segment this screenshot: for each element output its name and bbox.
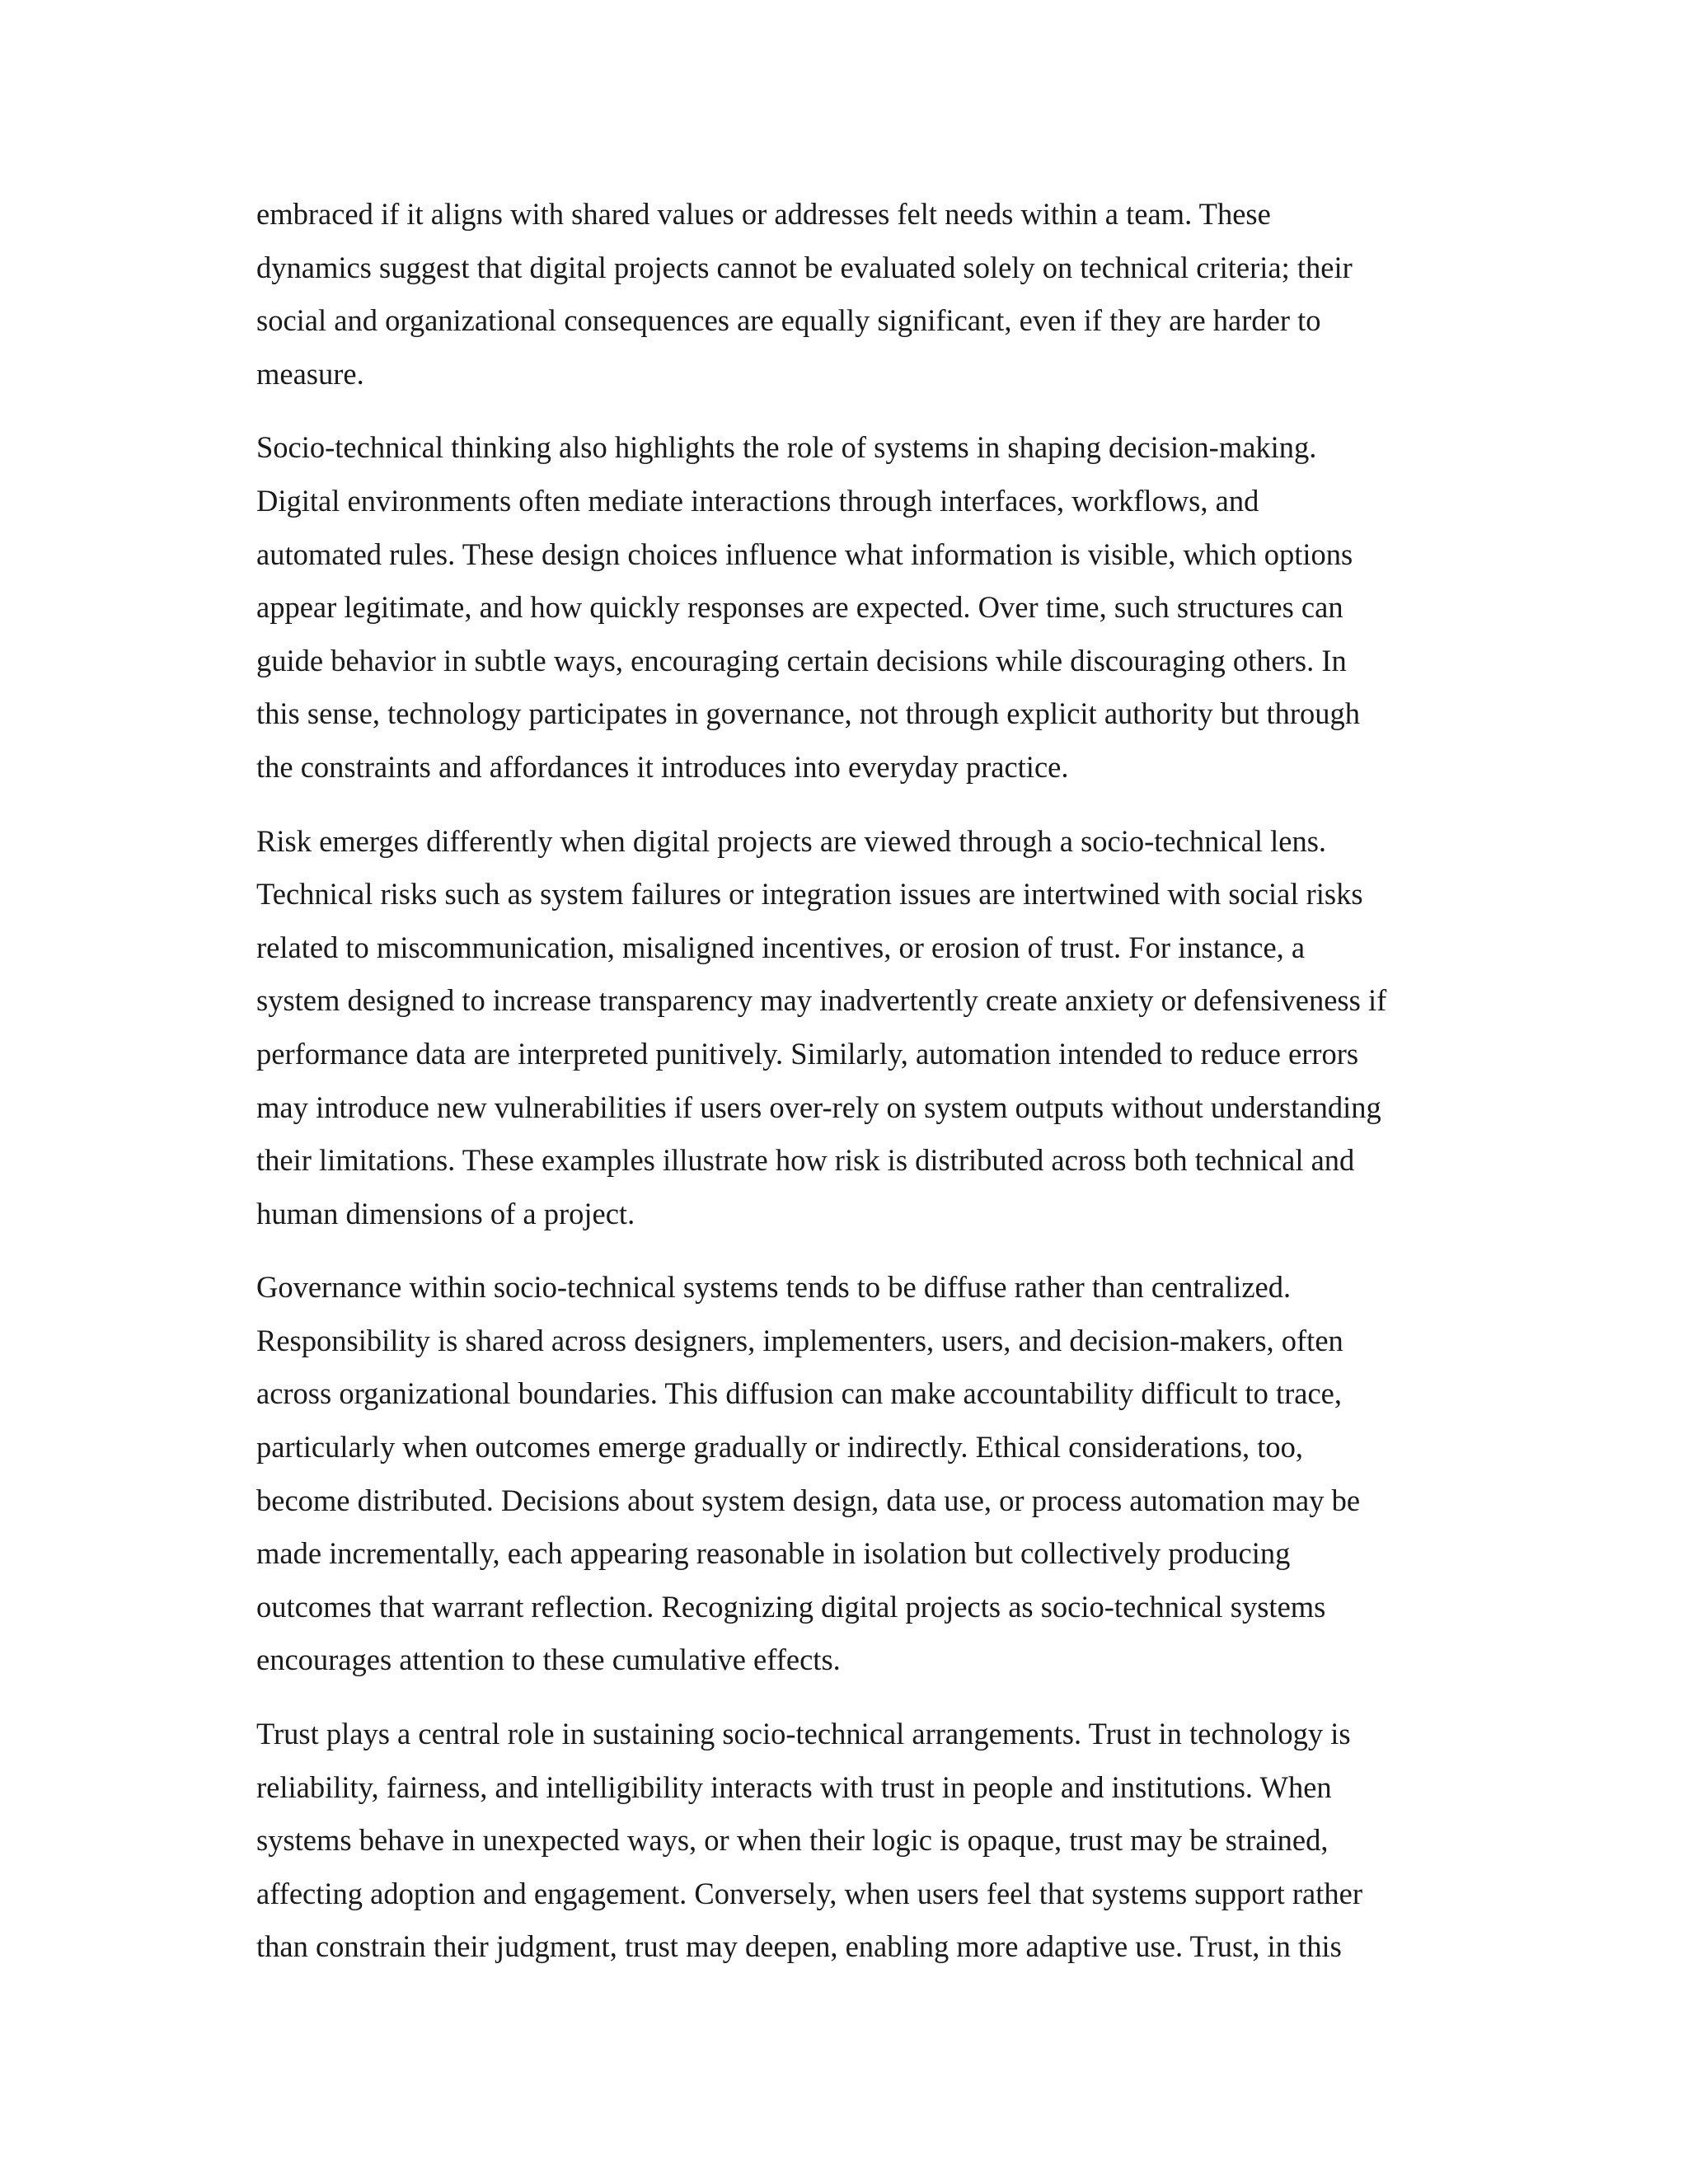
text-line: automated rules. These design choices influence what information is visible, which options xyxy=(256,537,1353,571)
text-line: become distributed. Decisions about system design, data use, or process automation may be xyxy=(256,1483,1361,1517)
text-line: appear legitimate, and how quickly responses are expected. Over time, such structures can xyxy=(256,590,1343,625)
text-line: guide behavior in subtle ways, encouraging certain decisions while discouraging others. In xyxy=(256,643,1347,677)
text-line: dynamics suggest that digital projects cannot be evaluated solely on technical criteria; their xyxy=(256,250,1353,284)
paragraph-4 xyxy=(256,1261,1427,1687)
text-line: Socio-technical thinking also highlights the role of systems in shaping decision-making. xyxy=(256,430,1317,465)
text-line: Governance within socio-technical systems tends to be diffuse rather than centralized. xyxy=(256,1270,1292,1305)
text-line: Trust plays a central role in sustaining socio-technical arrangements. Trust in technology is xyxy=(256,1717,1351,1751)
text-line: Digital environments often mediate interactions through interfaces, workflows, and xyxy=(256,483,1259,518)
text-line: Technical risks such as system failures or integration issues are intertwined with social risks xyxy=(256,877,1363,912)
text-line: Responsibility is shared across designers, implementers, users, and decision-makers, often xyxy=(256,1323,1343,1357)
text-line: across organizational boundaries. This diffusion can make accountability difficult to trace, xyxy=(256,1376,1342,1411)
text-line: systems behave in unexpected ways, or when their logic is opaque, trust may be strained, xyxy=(256,1823,1329,1858)
text-line: reliability, fairness, and intelligibility interacts with trust in people and institutions. When xyxy=(256,1769,1332,1804)
text-line: related to miscommunication, misaligned incentives, or erosion of trust. For instance, a xyxy=(256,930,1306,964)
text-line: embraced if it aligns with shared values or addresses felt needs within a team. These xyxy=(256,197,1271,231)
text-line: than constrain their judgment, trust may deepen, enabling more adaptive use. Trust, in this xyxy=(256,1929,1342,1964)
text-line: performance data are interpreted punitively. Similarly, automation intended to reduce errors xyxy=(256,1036,1359,1071)
body-text xyxy=(256,188,1427,1994)
text-line: measure. xyxy=(256,356,364,391)
text-line: Risk emerges differently when digital projects are viewed through a socio-technical lens. xyxy=(256,823,1327,858)
text-line: the constraints and affordances it introduces into everyday practice. xyxy=(256,749,1069,784)
text-line: made incrementally, each appearing reasonable in isolation but collectively producing xyxy=(256,1536,1291,1571)
text-line: their limitations. These examples illustrate how risk is distributed across both technical and xyxy=(256,1143,1355,1178)
paragraph-3 xyxy=(256,815,1427,1241)
text-line: human dimensions of a project. xyxy=(256,1196,635,1230)
text-line: social and organizational consequences are equally significant, even if they are harder to xyxy=(256,303,1321,338)
paragraph-1 xyxy=(256,188,1427,401)
text-line: particularly when outcomes emerge gradually or indirectly. Ethical considerations, too, xyxy=(256,1430,1303,1465)
text-line: this sense, technology participates in governance, not through explicit authority but through xyxy=(256,696,1361,731)
text-line: outcomes that warrant reflection. Recognizing digital projects as socio-technical systems xyxy=(256,1589,1326,1624)
paragraph-5 xyxy=(256,1708,1427,1974)
text-line: may introduce new vulnerabilities if users over-rely on system outputs without understanding xyxy=(256,1090,1381,1124)
paragraph-2 xyxy=(256,421,1427,794)
text-line: encourages attention to these cumulative effects. xyxy=(256,1643,841,1677)
text-line: affecting adoption and engagement. Conversely, when users feel that systems support rather xyxy=(256,1876,1362,1910)
text-line: system designed to increase transparency may inadvertently create anxiety or defensiveness if xyxy=(256,983,1387,1018)
